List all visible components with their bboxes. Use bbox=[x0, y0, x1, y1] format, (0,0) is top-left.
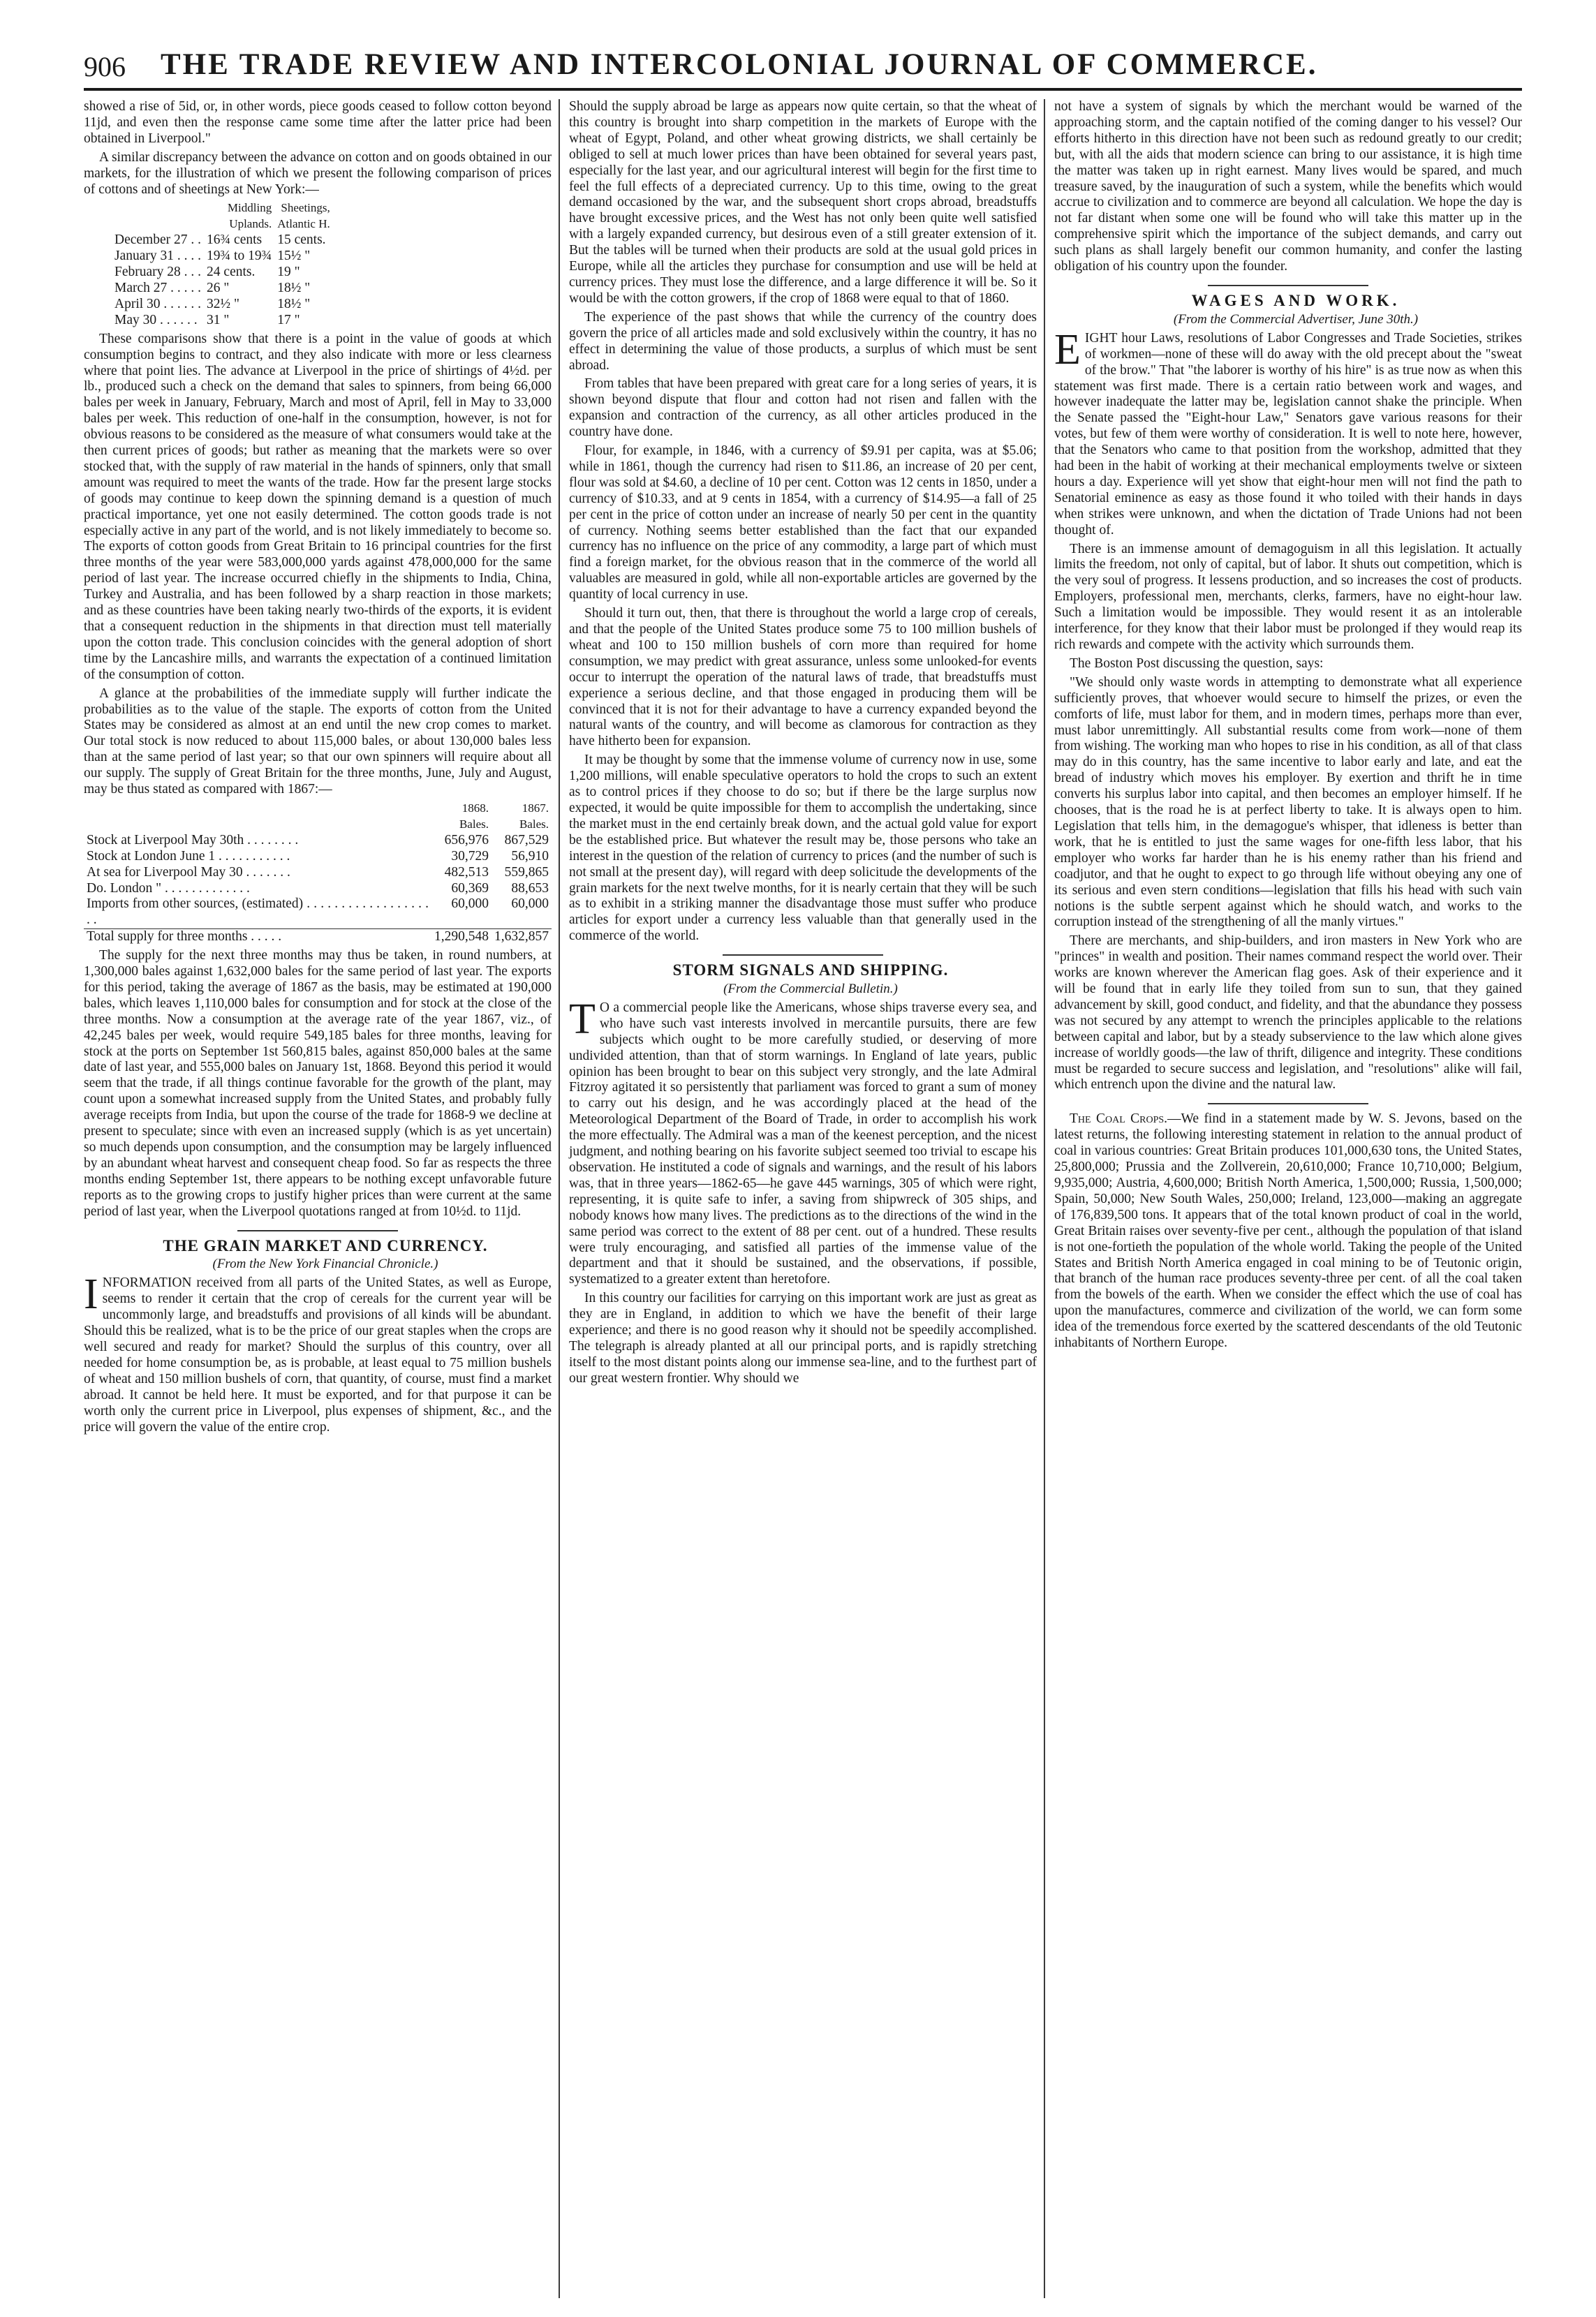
table-header: 1867. bbox=[522, 801, 549, 815]
table-cell: 31 " bbox=[207, 312, 230, 327]
table-header: Sheetings, bbox=[281, 201, 330, 215]
table-cell: 559,865 bbox=[504, 864, 549, 880]
table-cell: 18½ " bbox=[277, 280, 311, 295]
table-cell: 56,910 bbox=[511, 848, 549, 864]
article-heading-storm-signals: STORM SIGNALS AND SHIPPING. bbox=[672, 961, 949, 979]
paragraph: Flour, for example, in 1846, with a currency of $9.91 per capita, was at $5.06; while in 1861, though the currency had risen to $11.86, an increase of 20 per cent, flour was sold at $4.60, a decline of 10 per cent. Cotton was 12 cents in 1850, under a currency of $10.33, and at 9 cents in 1854, with a currency of $14.95—a fall of 25 per cent in the price of cotton under an increase of nearly 50 per cent in the quantity of currency. Nothing seems better established than the fact that our expanded currency has no influence on the price of any commodity, a large part of which must find a foreign market, for the obvious reason that in the commerce of the world all valuables are measured in gold, while all non-exportable articles are governed by the quantity of local currency in use. bbox=[569, 443, 1037, 602]
price-comparison-table bbox=[112, 200, 333, 328]
table-header: Middling bbox=[227, 201, 272, 215]
drop-cap: I bbox=[84, 1271, 98, 1319]
column-2 bbox=[569, 99, 1037, 1390]
table-cell: 30,729 bbox=[451, 848, 489, 864]
table-cell: 15½ " bbox=[277, 249, 311, 264]
column-3 bbox=[1054, 99, 1522, 1354]
table-cell: Stock at Liverpool May 30th . . . . . . . . bbox=[87, 832, 299, 847]
table-cell: 19¾ to 19¾ bbox=[207, 249, 272, 264]
table-header: Uplands. bbox=[229, 217, 272, 231]
table-cell: 482,513 bbox=[444, 864, 489, 880]
column-rule-1 bbox=[559, 99, 560, 2298]
cotton-supply-table bbox=[84, 801, 552, 945]
table-cell: Total supply for three months . . . . . bbox=[84, 929, 431, 945]
table-row bbox=[84, 881, 552, 897]
table-cell: 24 cents. bbox=[207, 265, 256, 280]
table-cell: February 28 . . . bbox=[114, 265, 202, 280]
table-cell: 60,000 bbox=[451, 896, 489, 912]
quoted-paragraph: "We should only waste words in attempting to demonstrate what all experience sufficiently proves, that whoever would secure to himself the prizes, or even the comforts of life, must labor for them, and in modern times, perhaps more than ever, must labor unremittingly. All substantial results come from work—none of them from wishing. The working man who hopes to rise in his condition, as all of that class may do in this country, has the same incentive to labor early and late, and eat the bread of industry which moves his employer. By exertion and thrift he in time converts his surplus labor into capital, and then becomes an employer himself. If he chooses, that is the road he is at perfect liberty to take. It is always open to him. Legislation that tells him, in the demagogue's whisper, that idleness is better than work, that he is entitled to just the same wages for one-fifth less labor, that his employer who works far harder than he is his enemy rather than his friend and coadjutor, and that he ought to expect to go through life without obeying any one of its serious and even stern conditions—legislation that fills his head with such vain notions is the subtle serpent against which he should watch, and works to the corruption instead of the strengthening of all the manly virtues." bbox=[1054, 674, 1522, 930]
table-cell: May 30 . . . . . . bbox=[114, 312, 198, 327]
table-cell: Stock at London June 1 . . . . . . . . . . . bbox=[87, 848, 290, 864]
table-cell: 60,000 bbox=[511, 896, 549, 912]
paragraph bbox=[84, 1271, 552, 1435]
table-cell: April 30 . . . . . . bbox=[114, 296, 202, 311]
table-cell: 867,529 bbox=[504, 832, 549, 847]
article-source: (From the Commercial Advertiser, June 30th.) bbox=[1173, 311, 1419, 327]
table-cell: March 27 . . . . . bbox=[114, 280, 202, 295]
paragraph: showed a rise of 5id, or, in other words, piece goods ceased to follow cotton beyond 11jd, and even then the response came some time after the latter price had been obtained in Liverpool." bbox=[84, 99, 552, 146]
table-cell: December 27 . . bbox=[114, 232, 201, 248]
paragraph: Should it turn out, then, that there is throughout the world a large crop of cereals, and that the people of the United States produce some 75 to 100 million bushels of wheat and 100 to 150 million bushels of corn more than required for home consumption, we may predict with great assurance, unless some unlooked-for events occur to interrupt the operation of the natural laws of trade, that breadstuffs must experience a serious decline, and that those engaged in producing them will be convinced that it is not for their advantage to have a currency expanded beyond the natural wants of the country, and will become as clamorous for contraction as they have hitherto been for expansion. bbox=[569, 606, 1037, 749]
table-cell: 88,653 bbox=[511, 880, 549, 896]
table-cell: 32½ " bbox=[207, 296, 240, 311]
table-row bbox=[112, 313, 333, 329]
running-head bbox=[84, 47, 1522, 87]
table-cell: January 31 . . . . bbox=[114, 249, 202, 264]
article-source: (From the New York Financial Chronicle.) bbox=[212, 1257, 438, 1272]
paragraph: The supply for the next three months may thus be taken, in round numbers, at 1,300,000 bales against 1,632,000 bales for the same period of last year. The exports for this period, taking the average of 1867 as the basis, may be estimated at 190,000 bales, which leaves 1,110,000 bales for consumption and for stock at the close of the three months. Now a consumption at the average rate of the year 1867, viz., of 42,245 bales per week, would require 549,185 bales for three months, leaving for stock at the ports on September 1st 560,815 bales, against 850,000 bales at the same date of last year, and 555,000 bales on January 1st, 1868. Beyond this period it would seem that the trade, if all things continue favorable for the growth of the plant, may count upon a somewhat increased supply from the United States, and probably fully average receipts from India, but upon the course of the trade for 1868-9 we decline at present to speculate; since with even an increased supply (which is as yet uncertain) so much depends upon consumption, and the consumption may be largely influenced by an abundant wheat harvest and consequent cheap food. So far as respects the three months ending September 1st, there appears to be nothing except unfavorable future reports as to the growing crops to justify higher prices than were current at the same period of last year, when the Liverpool quotations ranged at from 10½d. to 11jd. bbox=[84, 948, 552, 1219]
paragraph-text: IGHT hour Laws, resolutions of Labor Congresses and Trade Societies, strikes of workmen—none of these will do away with the old precept about the "sweat of the brow." That "the laborer is worthy of his hire" is as true now as when this statement was first made. There is a certain ratio between work and wages, and however inadequate the latter may be, legislation cannot shake the principle. When the Senate passed the "Eight-hour Law," Senators gave various reasons for their votes, but few of them were worthy of consideration. It is well to note here, however, that the Senators who came to that position from the workshop, admitted that they had been in the habit of working at their mechanical employments twelve or sixteen hours a day. Experience will yet show that eight-hour men will not find the path to Senatorial eminence as easy as those found it who toiled with their hands in days when strikes were unknown, and when the dictation of Trade Unions had not been thought of. bbox=[1054, 330, 1522, 538]
table-row bbox=[112, 297, 333, 313]
table-cell: 19 " bbox=[277, 265, 300, 280]
table-cell: Imports from other sources, (estimated) . . . . . . . . . . . . . . . . . . . . bbox=[87, 896, 429, 928]
table-row bbox=[112, 281, 333, 297]
paragraph: not have a system of signals by which the merchant would be warned of the approaching storm, and the captain notified of the coming danger to his vessel? Our efforts hitherto in this direction have not been such as redound greatly to our credit; but, with all the aids that modern science can bring to our assistance, it is high time the matter was taken up in right earnest. Many lives would be spared, and much treasure saved, by the inauguration of such a system, while the benefits which would accrue to civilization and to commerce are beyond all calculation. We hope the day is not far distant when some one will be found who will take this matter up in the comprehensive spirit which the importance of the subject demands, and carry out such plans as shall largely benefit our common humanity, and confer the lasting obligation of his country upon the founder. bbox=[1054, 99, 1522, 274]
section-rule bbox=[237, 1230, 398, 1231]
journal-title: THE TRADE REVIEW AND INTERCOLONIAL JOURNAL OF COMMERCE. bbox=[161, 48, 1318, 81]
paragraph-text: O a commercial people like the Americans, whose ships traverse every sea, and who have such vast interests involved in mercantile pursuits, there are few subjects which ought to be more carefully studied, or deserving of more undivided attention, than that of storm warnings. In England of late years, public opinion has been brought to bear on this subject very strongly, and the late Admiral Fitzroy agitated it so persistently that parliament was forced to grant a sum of money to carry out his design, and he was accordingly placed at the head of the Meteorological Department of the Board of Trade, in order to accomplish his work the more effectually. The Admiral was a man of the keenest perception, and the nicest judgment, and nothing bearing on his favorite subject seemed too trivial to escape his observation. He instituted a code of signals and warnings, and the result of his labors was, that in three years—1862-65—he gave 445 warnings, 305 of which were right, representing, it is quite safe to infer, a saving from shipwreck of 305 ships, and nobody knows how many lives. The predictions as to the directions of the wind in the same period was correct to the extent of 88 per cent. out of a hundred. These results were truly encouraging, and satisfied all parties of the immense value of the department and that it should be sustained, and the observations, if possible, systematized to a greater extent than heretofore. bbox=[569, 1000, 1037, 1287]
table-row bbox=[84, 849, 552, 865]
table-cell: 18½ " bbox=[277, 296, 311, 311]
table-cell: At sea for Liverpool May 30 . . . . . . . bbox=[87, 864, 290, 880]
paragraph: Should the supply abroad be large as appears now quite certain, so that the wheat of this country is brought into sharp competition in the markets of Europe with the wheat of Egypt, Poland, and other wheat growing districts, we shall certainly be obliged to sell at much lower prices than have been obtained for several years past, especially for the last year, and our agricultural interest will begin for the first time to feel the full effects of a depreciated currency. Up to this time, owing to the great demand occasioned by the war, and the subsequent short crops abroad, breadstuffs have brought excessive prices, and the West has not only been quite well satisfied with a largely expanded currency, but desirous even of a still greater extension of it. But the tables will be turned when their products are sold at the usual gold prices in Europe, while all the articles they purchase for consumption and use will be held at currency prices. They must lose the difference, and a large difference it will be. So it would be with the cotton growers, if the crop of 1868 were equal to that of 1860. bbox=[569, 99, 1037, 306]
table-row bbox=[112, 265, 333, 281]
article-heading-wages-and-work: WAGES AND WORK. bbox=[1191, 291, 1401, 309]
paragraph: The experience of the past shows that while the currency of the country does govern the price of all articles made and sold exclusively within the country, it has no effect in determining the value of those products, a surplus of which must be sent abroad. bbox=[569, 309, 1037, 373]
table-cell: 656,976 bbox=[444, 832, 489, 847]
paragraph bbox=[1054, 1111, 1522, 1352]
paragraph: A similar discrepancy between the advance on cotton and on goods obtained in our markets, for the illustration of which we present the following comparison of prices of cottons and of sheetings at New York:— bbox=[84, 149, 552, 197]
paragraph: It may be thought by some that the immense volume of currency now in use, some 1,200 millions, will enable speculative operators to hold the crops to such an extent as to control prices if they choose to do so; but if there be the large surplus now expected, it would be quite impossible for them to accomplish the undertaking, since the market must in the end certainly break down, and the actual gold value for export be the established price. But whatever the result may be, those persons who take an interest in the question of the relation of currency to prices (and the number of such is not small at the present day), will regard with deep solicitude the developments of the grain markets for the next twelve months, for it is nearly certain that they will be such as to exhibit in a striking manner the disadvantage those must suffer who produce articles for export under a currency less valuable than that generally used in the commerce of the world. bbox=[569, 753, 1037, 944]
table-cell: Do. London " . . . . . . . . . . . . . bbox=[87, 880, 250, 896]
paragraph bbox=[1054, 325, 1522, 539]
drop-cap: E bbox=[1054, 325, 1081, 373]
table-cell: 15 cents. bbox=[277, 232, 326, 248]
table-cell: 16¾ cents bbox=[207, 232, 263, 248]
paragraph-text: —We find in a statement made by W. S. Jevons, based on the latest returns, the following interesting statement in relation to the annual product of coal in various countries: Great Britain produces 101,000,630 tons, the United States, 25,800,000; Prussia and the Zollverein, 20,610,000; France 10,710,000; Belgium, 9,935,000; Austria, 4,600,000; British North America, 1,500,000; Russia, 1,500,000; Spain, 50,000; New South Wales, 250,000; Ireland, 123,000—making an aggregate of 176,839,500 tons. It appears that of the total known product of coal in the world, Great Britain raises over seventy-five per cent., although the population of that island is not one-fortieth the population of the whole world. Taking the people of the United States and British North America engaged in coal mining to be of Teutonic origin, that branch of the human race produces seventy-three per cent. of all the coal taken from the bowels of the earth. When we consider the effect which the use of coal has upon the manufactures, commerce and civilization of the world, we can form some idea of the tremendous force exerted by the scattered descendants of the old Teutonic inhabitants of Northern Europe. bbox=[1054, 1111, 1522, 1351]
table-cell: 1,290,548 bbox=[431, 929, 492, 945]
paragraph: A glance at the probabilities of the immediate supply will further indicate the probabilities as to the value of the staple. The exports of cotton from the United States may be considered as almost at an end until the new crop comes to market. Our total stock is now reduced to about 115,000 bales, or about 130,000 bales less than at the same period of last year; so that our own spinners will require about all our supply. The supply of Great Britain for the three months, June, July and August, may be thus stated as compared with 1867:— bbox=[84, 686, 552, 797]
paragraph bbox=[569, 995, 1037, 1288]
table-row bbox=[84, 865, 552, 881]
table-row bbox=[112, 249, 333, 265]
paragraph: These comparisons show that there is a point in the value of goods at which consumption begins to contract, and they also indicate with more or less clearness where that point lies. The advance at Liverpool in the price of shirtings of 4½d. per lb., produced such a check on the demand that sales to spinners, from being 66,000 bales per week in January, February, March and most of April, fell in May to 33,000 bales per week. This reduction of one-half in the consumption, however, is not for obvious reasons to be considered as the measure of what consumers would take at the then current prices of goods; but rather as meaning that the markets were so over stocked that, with the supply of raw material in the hands of spinners, only that small amount was required to meet the wants of the trade. How far the present large stocks of goods may continue to keep down the spinning demand is a question of much practical importance, yet one not easily determined. The cotton goods trade is not especially active in any part of the world, and is not likely immediately to become so. The exports of cotton goods from Great Britain to 16 principal countries for the first three months of the year were 583,000,000 yards against 478,000,000 for the same period of last year. The increase occurred chiefly in the shipments to India, China, Turkey and Australia, and has been followed by a sharp reaction in those markets; and as these countries have been taking nearly two-thirds of the exports, it is evident that a consequent reduction in the shipments in that direction must tell materially upon the cotton trade. This conclusion coincides with the general adoption of short time by the Lancashire mills, and warrants the expectation of a continued limitation of the consumption of cotton. bbox=[84, 331, 552, 682]
paragraph: From tables that have been prepared with great care for a long series of years, it is shown beyond dispute that flour and cotton had not risen and fallen with the expansion and contraction of the currency, as all other articles produced in the country have done. bbox=[569, 376, 1037, 440]
article-heading-grain-market: THE GRAIN MARKET AND CURRENCY. bbox=[163, 1236, 488, 1254]
drop-cap: T bbox=[569, 995, 596, 1043]
table-cell: 1,632,857 bbox=[492, 929, 552, 945]
table-header: 1868. bbox=[461, 801, 489, 815]
table-row bbox=[112, 232, 333, 249]
column-rule-2 bbox=[1044, 99, 1045, 2298]
paragraph: In this country our facilities for carrying on this important work are just as great as they are in England, in addition to which we have the benefit of their large experience; and there is no good reason why it should not be speedily accomplished. The telegraph is already planted at all our principal ports, and is rapidly stretching itself to the most distant points along our immense sea-line, and to the furthest part of our great western frontier. Why should we bbox=[569, 1291, 1037, 1386]
table-cell: 26 " bbox=[207, 280, 230, 295]
table-cell: 17 " bbox=[277, 312, 300, 327]
table-header: Atlantic H. bbox=[277, 217, 330, 231]
header-rule bbox=[84, 88, 1522, 91]
table-header: Bales. bbox=[519, 817, 549, 831]
table-cell: 60,369 bbox=[451, 880, 489, 896]
paragraph: There are merchants, and ship-builders, and iron masters in New York who are "princes" in wealth and position. Their names command respect the world over. Their works are known wherever the American flag goes. Ask of their experience and it will be found that in early life they toiled from sun to sun, that they gained advancement by skill, good conduct, and fidelity, and that the abundance they possess was not secured by any attempt to wrench the principles applicable to the relations between capital and labor, but by a steady subservience to the law which alone gives increase of worldly goods—the law of thrift, diligence and integrity. These conditions must be regarded to secure success and legislation, and "resolutions" alike will fail, which entrench upon the divine and the natural law. bbox=[1054, 933, 1522, 1093]
article-source: (From the Commercial Bulletin.) bbox=[723, 982, 898, 997]
table-row bbox=[84, 833, 552, 849]
table-row bbox=[84, 896, 552, 928]
section-rule bbox=[723, 954, 883, 956]
table-header: Bales. bbox=[459, 817, 489, 831]
section-rule bbox=[1208, 285, 1368, 286]
page-number: 906 bbox=[84, 51, 126, 82]
paragraph: The Boston Post discussing the question, says: bbox=[1070, 656, 1324, 671]
paragraph-text: NFORMATION received from all parts of the United States, as well as Europe, seems to render it certain that the crop of cereals for the current year will be uncommonly large, and breadstuffs and provisions of all kinds will be abundant. Should this be realized, what is to be the price of our great staples when the crops are well secured and ready for market? Should the surplus of this country, over all needed for home consumption be, as is probable, at least equal to 75 million bushels of wheat and 150 million bushels of corn, that quantity, of course, must find a market abroad. It cannot be held here. It must be exported, and for that purpose it can be worth only the current price in Liverpool, plus expenses of shipment, &c., and the price will govern the value of the entire crop. bbox=[84, 1275, 552, 1435]
column-1 bbox=[84, 99, 552, 1438]
paragraph: There is an immense amount of demagoguism in all this legislation. It actually limits the freedom, not only of capital, but of labor. It shuts out competition, which is the very soul of progress. It lessens production, and so increases the cost of products. Employers, professional men, merchants, clerks, farmers, have no eight-hour law. Such a limitation would be impossible. They would resent it as an intolerable interference, for they know that their labor must be prolonged if they would reap its rich rewards and compete with the activity which surrounds them. bbox=[1054, 541, 1522, 652]
coal-crops-lead: The Coal Crops. bbox=[1070, 1111, 1168, 1127]
section-rule bbox=[1208, 1103, 1368, 1104]
table-total-row bbox=[84, 929, 552, 945]
